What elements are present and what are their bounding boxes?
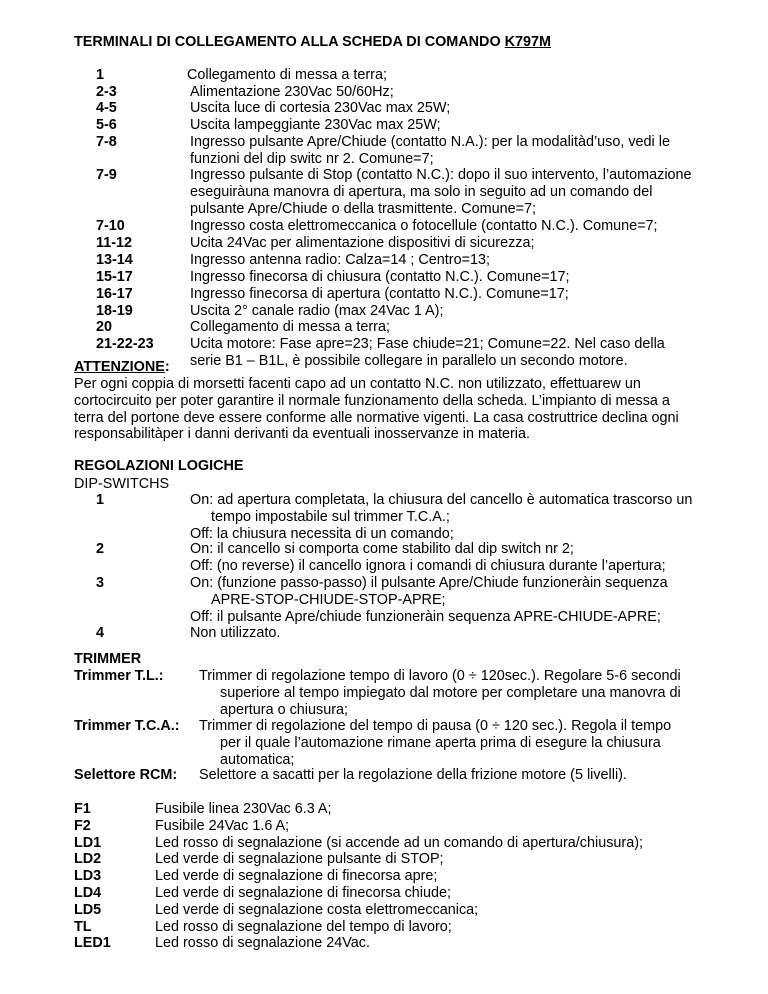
terminal-description: [190, 84, 730, 101]
attention-title: [74, 359, 170, 376]
component-description: Fusibile 24Vac 1.6 A;: [155, 818, 290, 834]
terminal-number: 7-9: [96, 167, 117, 183]
terminal-description-line: Ingresso finecorsa di chiusura (contatto N.C.). Comune=17;: [190, 269, 570, 285]
terminal-number: 5-6: [96, 117, 117, 133]
trimmer-label: Trimmer T.L.:: [74, 668, 164, 684]
dip-switch-description: [190, 575, 730, 625]
dip-switch-line: Off: il pulsante Apre/chiude funzioneràin sequenza APRE-CHIUDE-APRE;: [190, 608, 661, 625]
dip-switch-line: On: il cancello si comporta come stabilito dal dip switch nr 2;: [190, 541, 574, 557]
component-code: LD1: [74, 835, 102, 851]
component-description: Led verde di segnalazione pulsante di STOP;: [155, 851, 444, 867]
trimmer-label: Trimmer T.C.A.:: [74, 718, 180, 734]
attention-colon: :: [164, 359, 170, 375]
trimmer-line: automatica;: [220, 751, 295, 768]
terminal-description: [190, 286, 730, 303]
attention-line: responsabilitàper i danni derivanti da eventuali inosservanze in materia.: [74, 426, 530, 443]
terminal-number: 1: [96, 67, 105, 83]
terminal-description: [190, 100, 730, 117]
terminal-number: 21-22-23: [96, 336, 154, 352]
trimmer-title: TRIMMER: [74, 651, 142, 667]
terminal-description-line: Ucita motore: Fase apre=23; Fase chiude=21; Comune=22. Nel caso della: [190, 336, 665, 352]
terminal-description: [190, 319, 730, 336]
terminal-description: [190, 235, 730, 252]
component-description: Led verde di segnalazione costa elettromeccanica;: [155, 902, 479, 918]
terminal-number: 20: [96, 319, 113, 335]
terminal-description-line: eseguiràuna manovra di apertura, ma solo in seguito ad un comando del: [190, 183, 653, 200]
component-code: LED1: [74, 935, 111, 951]
terminal-description: [187, 67, 727, 84]
terminal-description: [190, 218, 730, 235]
terminal-number: 13-14: [96, 252, 133, 268]
terminal-number: 11-12: [96, 235, 133, 251]
terminal-description-line: Ingresso pulsante Apre/Chiude (contatto N.A.): per la modalitàd’uso, vedi le: [190, 134, 670, 150]
terminal-description-line: Uscita lampeggiante 230Vac max 25W;: [190, 117, 441, 133]
terminal-description: [190, 269, 730, 286]
terminal-number: 4-5: [96, 100, 117, 116]
dip-switch-number: 1: [96, 492, 105, 508]
terminal-description-line: pulsante Apre/Chiude o della trasmittente. Comune=7;: [190, 200, 536, 217]
terminal-description-line: Uscita 2° canale radio (max 24Vac 1 A);: [190, 303, 444, 319]
terminal-description-line: funzioni del dip switc nr 2. Comune=7;: [190, 150, 434, 167]
dip-switch-number: 4: [96, 625, 105, 641]
component-description: Fusibile linea 230Vac 6.3 A;: [155, 801, 332, 817]
terminal-number: 18-19: [96, 303, 133, 319]
terminal-description: [190, 167, 730, 217]
terminals-title: [74, 34, 551, 51]
component-code: LD2: [74, 851, 102, 867]
terminal-number: 7-8: [96, 134, 117, 150]
component-code: TL: [74, 919, 92, 935]
terminal-description-line: Ingresso finecorsa di apertura (contatto N.C.). Comune=17;: [190, 286, 569, 302]
terminal-description-line: Uscita luce di cortesia 230Vac max 25W;: [190, 100, 451, 116]
terminal-number: 15-17: [96, 269, 133, 285]
dip-switch-description: [190, 625, 730, 642]
dip-switch-line: Non utilizzato.: [190, 625, 281, 641]
component-code: LD5: [74, 902, 102, 918]
trimmer-line: Trimmer di regolazione del tempo di pausa (0 ÷ 120 sec.). Regola il tempo: [199, 718, 672, 734]
terminal-description-line: serie B1 – B1L, è possibile collegare in parallelo un secondo motore.: [190, 352, 628, 369]
component-description: Led rosso di segnalazione del tempo di lavoro;: [155, 919, 452, 935]
trimmer-line: per il quale l’automazione rimane aperta prima di esegure la chiusura: [220, 734, 661, 751]
trimmer-line: Trimmer di regolazione tempo di lavoro (0 ÷ 120sec.). Regolare 5-6 secondi: [199, 668, 681, 684]
terminal-description: [190, 303, 730, 320]
attention-line: cortocircuito per poter garantire il normale funzionamento della scheda. L’impianto di messa a: [74, 392, 670, 409]
trimmer-line: superiore al tempo impiegato dal motore per completare una manovra di: [220, 684, 681, 701]
trimmer-line: Selettore a sacatti per la regolazione della frizione motore (5 livelli).: [199, 767, 627, 783]
component-code: LD3: [74, 868, 102, 884]
terminals-title-text: TERMINALI DI COLLEGAMENTO ALLA SCHEDA DI COMANDO: [74, 34, 505, 50]
trimmer-description: [199, 668, 729, 718]
dip-switch-number: 3: [96, 575, 105, 591]
terminal-number: 16-17: [96, 286, 133, 302]
trimmer-description: [199, 767, 729, 784]
terminal-description: [190, 117, 730, 134]
terminal-description: [190, 252, 730, 269]
dip-switch-subtitle: DIP-SWITCHS: [74, 476, 170, 492]
terminal-description-line: Ucita 24Vac per alimentazione dispositivi di sicurezza;: [190, 235, 535, 251]
model-code: K797M: [504, 34, 552, 50]
terminal-number: 2-3: [96, 84, 117, 100]
dip-switch-number: 2: [96, 541, 105, 557]
dip-switch-line: On: ad apertura completata, la chiusura del cancello è automatica trascorso un: [190, 492, 693, 508]
component-description: Led verde di segnalazione di finecorsa chiude;: [155, 885, 452, 901]
terminal-description-line: Ingresso costa elettromeccanica o fotocellule (contatto N.C.). Comune=7;: [190, 218, 658, 234]
attention-paragraph: [74, 376, 714, 443]
terminal-description-line: Ingresso pulsante di Stop (contatto N.C.): dopo il suo intervento, l’automazione: [190, 167, 692, 183]
component-description: Led rosso di segnalazione (si accende ad un comando di apertura/chiusura);: [155, 835, 643, 851]
dip-switch-description: [190, 541, 730, 575]
attention-title-text: ATTENZIONE: [74, 359, 165, 375]
dip-switch-description: [190, 492, 730, 542]
attention-line: Per ogni coppia di morsetti facenti capo ad un contatto N.C. non utilizzato, effettuarew un: [74, 376, 641, 392]
trimmer-description: [199, 718, 729, 768]
terminal-description: [190, 336, 730, 370]
component-code: F1: [74, 801, 91, 817]
terminal-number: 7-10: [96, 218, 125, 234]
trimmer-label: Selettore RCM:: [74, 767, 178, 783]
terminal-description-line: Collegamento di messa a terra;: [190, 319, 390, 335]
logic-title: REGOLAZIONI LOGICHE: [74, 458, 244, 474]
terminal-description-line: Collegamento di messa a terra;: [187, 67, 387, 83]
component-description: Led verde di segnalazione di finecorsa apre;: [155, 868, 438, 884]
dip-switch-line: Off: (no reverse) il cancello ignora i comandi di chiusura durante l’apertura;: [190, 557, 666, 574]
dip-switch-line: On: (funzione passo-passo) il pulsante Apre/Chiude funzioneràin sequenza: [190, 575, 668, 591]
terminal-description-line: Alimentazione 230Vac 50/60Hz;: [190, 84, 394, 100]
dip-switch-line: Off: la chiusura necessita di un comando;: [190, 525, 454, 542]
trimmer-line: apertura o chiusura;: [220, 701, 348, 718]
terminal-description-line: Ingresso antenna radio: Calza=14 ; Centro=13;: [190, 252, 491, 268]
component-code: F2: [74, 818, 91, 834]
component-code: LD4: [74, 885, 102, 901]
terminal-description: [190, 134, 730, 168]
component-description: Led rosso di segnalazione 24Vac.: [155, 935, 370, 951]
dip-switch-line: APRE-STOP-CHIUDE-STOP-APRE;: [211, 591, 446, 608]
dip-switch-line: tempo impostabile sul trimmer T.C.A.;: [211, 508, 450, 525]
attention-line: terra del portone deve essere conforme alle normative vigenti. La casa costruttrice declina ogni: [74, 409, 679, 426]
